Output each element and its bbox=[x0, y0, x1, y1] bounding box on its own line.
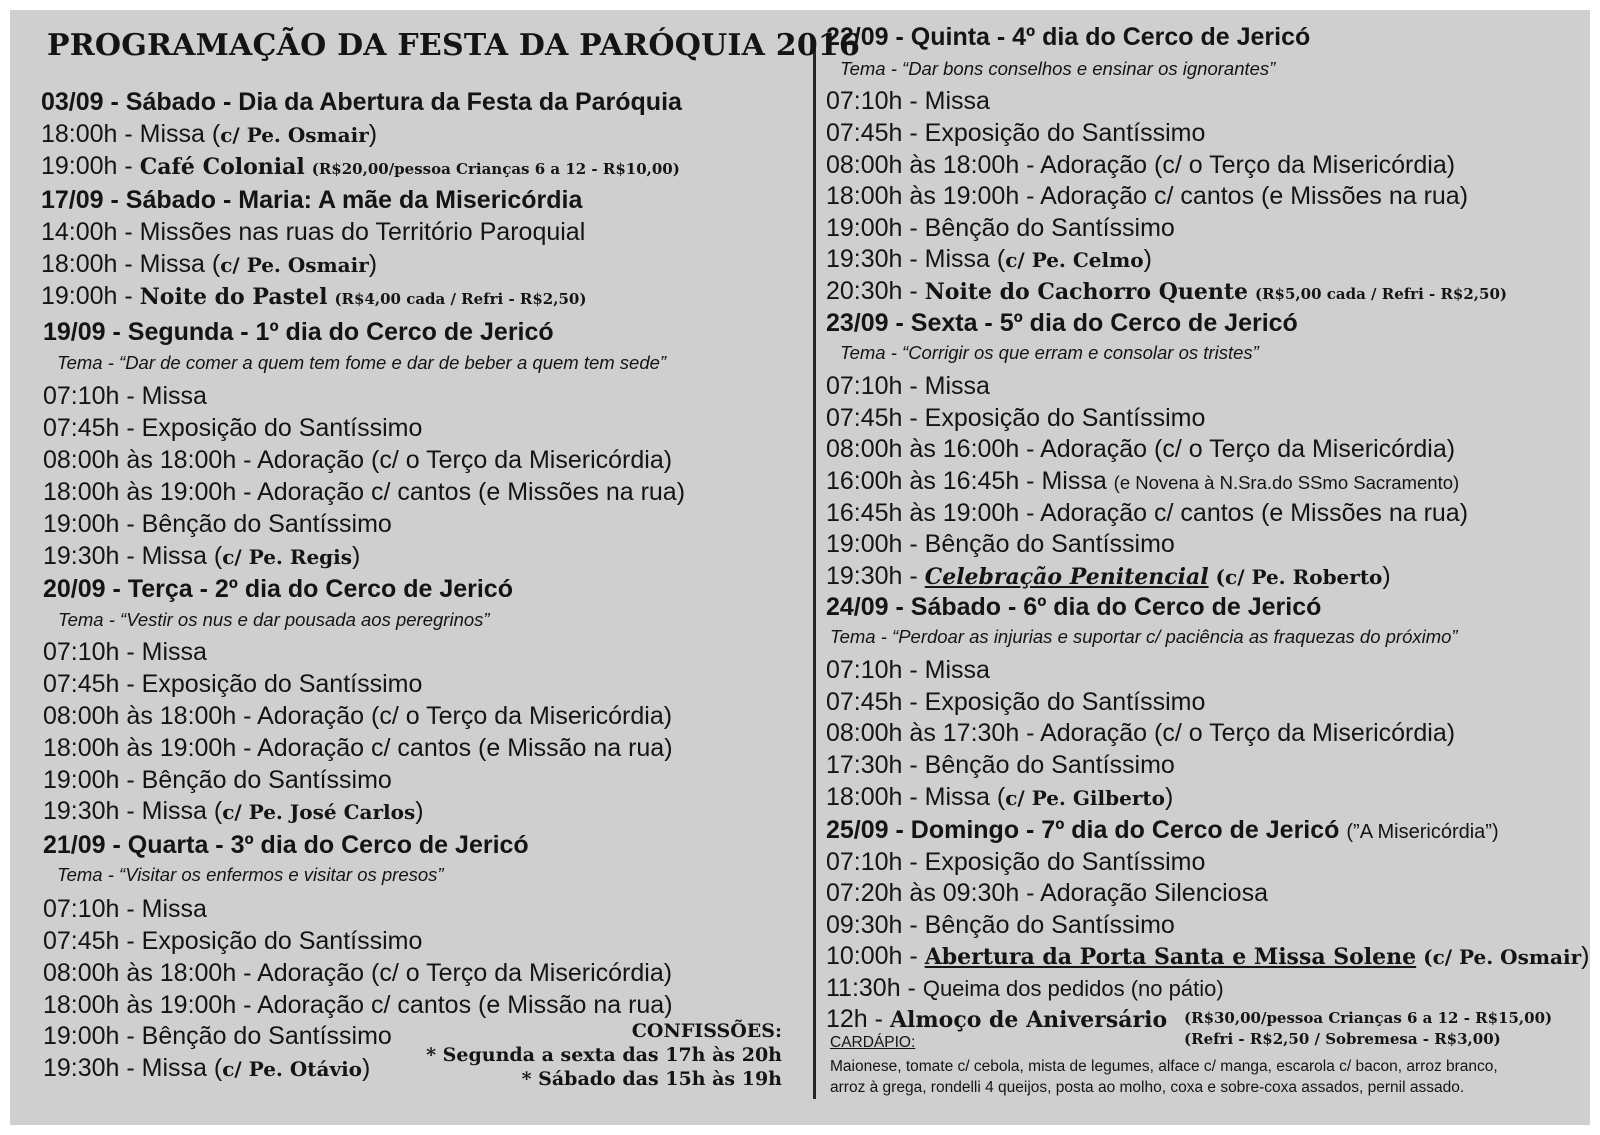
schedule-line: 19:00h - Noite do Pastel (R$4,00 cada / Refri - R$2,50) bbox=[41, 282, 587, 310]
day-heading-2509: 25/09 - Domingo - 7º dia do Cerco de Jericó (”A Misericórdia”) bbox=[826, 816, 1499, 844]
schedule-line: 18:00h - Missa (c/ Pe. Osmair) bbox=[41, 250, 378, 278]
event-name: Noite do Cachorro Quente bbox=[924, 279, 1249, 305]
priest-name: Pe. Osmair bbox=[246, 253, 369, 277]
day-theme: Tema - “Visitar os enfermos e visitar os presos” bbox=[57, 864, 444, 885]
schedule-line: 09:30h - Bênção do Santíssimo bbox=[826, 911, 1175, 939]
schedule-line: 08:00h às 16:00h - Adoração (c/ o Terço da Misericórdia) bbox=[826, 435, 1456, 463]
schedule-line: 07:45h - Exposição do Santíssimo bbox=[826, 688, 1206, 716]
day-theme: Tema - “Dar de comer a quem tem fome e dar de beber a quem tem sede” bbox=[57, 352, 667, 373]
schedule-line: 08:00h às 18:00h - Adoração (c/ o Terço da Misericórdia) bbox=[43, 959, 673, 987]
confessions-title: CONFISSÕES: bbox=[631, 1020, 782, 1042]
schedule-line: 19:00h - Bênção do Santíssimo bbox=[826, 530, 1175, 558]
day-heading-2409: 24/09 - Sábado - 6º dia do Cerco de Jericó bbox=[826, 593, 1322, 621]
schedule-line: 07:10h - Missa bbox=[826, 87, 990, 115]
day-heading-1909: 19/09 - Segunda - 1º dia do Cerco de Jericó bbox=[43, 318, 554, 346]
schedule-line: 12h - Almoço de Aniversário bbox=[826, 1005, 1168, 1033]
schedule-line: 18:00h - Missa (c/ Pe. Osmair) bbox=[41, 120, 378, 148]
schedule-line: 08:00h às 18:00h - Adoração (c/ o Terço da Misericórdia) bbox=[826, 151, 1456, 179]
schedule-line: 19:30h - Missa (c/ Pe. Celmo) bbox=[826, 245, 1152, 273]
schedule-line: 20:30h - Noite do Cachorro Quente (R$5,00 cada / Refri - R$2,50) bbox=[826, 277, 1507, 305]
priest-name: Pe. Osmair bbox=[246, 123, 369, 147]
schedule-line: 19:00h - Bênção do Santíssimo bbox=[43, 766, 392, 794]
priest-name: Pe. José Carlos bbox=[248, 800, 416, 824]
day-heading-0309: 03/09 - Sábado - Dia da Abertura da Festa da Paróquia bbox=[41, 88, 682, 116]
day-heading-1709: 17/09 - Sábado - Maria: A mãe da Misericórdia bbox=[41, 186, 583, 214]
day-theme: Tema - “Perdoar as injurias e suportar c/ paciência as fraquezas do próximo” bbox=[830, 626, 1458, 647]
event-name: Café Colonial bbox=[139, 154, 305, 180]
schedule-line: 08:00h às 17:30h - Adoração (c/ o Terço da Misericórdia) bbox=[826, 719, 1456, 747]
schedule-line: 19:00h - Bênção do Santíssimo bbox=[43, 510, 392, 538]
event-name: Noite do Pastel bbox=[139, 284, 328, 310]
day-heading-2209: 22/09 - Quinta - 4º dia do Cerco de Jericó bbox=[826, 23, 1311, 51]
schedule-line: 10:00h - Abertura da Porta Santa e Missa Solene (c/ Pe. Osmair) bbox=[826, 942, 1590, 970]
day-heading-2009: 20/09 - Terça - 2º dia do Cerco de Jericó bbox=[43, 575, 513, 603]
menu-label: CARDÁPIO: bbox=[830, 1034, 916, 1051]
schedule-line: 07:45h - Exposição do Santíssimo bbox=[826, 404, 1206, 432]
novena-note: (e Novena à N.Sra.do SSmo Sacramento) bbox=[1113, 472, 1460, 493]
schedule-line: 18:00h às 19:00h - Adoração c/ cantos (e Missão na rua) bbox=[43, 734, 673, 762]
day-heading-2309: 23/09 - Sexta - 5º dia do Cerco de Jericó bbox=[826, 309, 1298, 337]
schedule-line: 16:45h às 19:00h - Adoração c/ cantos (e Missões na rua) bbox=[826, 499, 1469, 527]
priest-name: Pe. Osmair bbox=[1459, 945, 1582, 969]
schedule-line: 19:00h - Bênção do Santíssimo bbox=[826, 214, 1175, 242]
schedule-line: 17:30h - Bênção do Santíssimo bbox=[826, 751, 1175, 779]
day-theme: Tema - “Vestir os nus e dar pousada aos peregrinos” bbox=[58, 609, 490, 630]
schedule-line: 18:00h às 19:00h - Adoração c/ cantos (e Missões na rua) bbox=[826, 182, 1469, 210]
schedule-line: 07:10h - Missa bbox=[826, 372, 990, 400]
schedule-line: 07:10h - Missa bbox=[43, 895, 207, 923]
schedule-line: 19:30h - Celebração Penitencial (c/ Pe. Roberto) bbox=[826, 562, 1391, 590]
day-theme: Tema - “Corrigir os que erram e consolar os tristes” bbox=[840, 342, 1259, 363]
column-divider bbox=[813, 42, 816, 1099]
schedule-line: 08:00h às 18:00h - Adoração (c/ o Terço da Misericórdia) bbox=[43, 702, 673, 730]
schedule-line: 19:00h - Café Colonial (R$20,00/pessoa Crianças 6 a 12 - R$10,00) bbox=[41, 152, 680, 180]
event-name: Abertura da Porta Santa e Missa Solene bbox=[924, 944, 1417, 970]
price-info: (R$30,00/pessoa Crianças 6 a 12 - R$15,00) bbox=[1184, 1009, 1553, 1027]
schedule-line: 11:30h - Queima dos pedidos (no pátio) bbox=[826, 974, 1224, 1002]
schedule-line: 07:45h - Exposição do Santíssimo bbox=[43, 414, 423, 442]
price-info: (Refri - R$2,50 / Sobremesa - R$3,00) bbox=[1184, 1030, 1501, 1048]
page-title: PROGRAMAÇÃO DA FESTA DA PARÓQUIA 2016 bbox=[47, 28, 861, 63]
priest-name: Pe. Regis bbox=[248, 545, 353, 569]
schedule-line: 19:30h - Missa (c/ Pe. Regis) bbox=[43, 542, 361, 570]
schedule-line: 16:00h às 16:45h - Missa (e Novena à N.Sra.do SSmo Sacramento) bbox=[826, 467, 1460, 495]
price-info: (R$20,00/pessoa Crianças 6 a 12 - R$10,00) bbox=[311, 160, 680, 178]
priest-name: Pe. Gilberto bbox=[1031, 786, 1165, 810]
day-theme: Tema - “Dar bons conselhos e ensinar os ignorantes” bbox=[840, 58, 1276, 79]
schedule-line: 07:45h - Exposição do Santíssimo bbox=[43, 927, 423, 955]
schedule-line: 07:45h - Exposição do Santíssimo bbox=[826, 119, 1206, 147]
schedule-line: 07:10h - Missa bbox=[43, 382, 207, 410]
day-heading-2109: 21/09 - Quarta - 3º dia do Cerco de Jericó bbox=[43, 831, 529, 859]
schedule-line: 18:00h às 19:00h - Adoração c/ cantos (e Missões na rua) bbox=[43, 478, 686, 506]
schedule-line: 07:45h - Exposição do Santíssimo bbox=[43, 670, 423, 698]
menu-line: arroz à grega, rondelli 4 queijos, posta ao molho, coxa e sobre-coxa assados, pernil assado. bbox=[830, 1079, 1465, 1096]
priest-name: Pe. Otávio bbox=[248, 1057, 363, 1081]
schedule-line: 07:10h - Exposição do Santíssimo bbox=[826, 848, 1206, 876]
schedule-line: 19:30h - Missa (c/ Pe. Otávio) bbox=[43, 1054, 371, 1082]
confessions-saturday: * Sábado das 15h às 19h bbox=[521, 1068, 782, 1090]
price-info: (R$5,00 cada / Refri - R$2,50) bbox=[1254, 285, 1507, 303]
priest-name: Pe. Roberto bbox=[1251, 565, 1383, 589]
schedule-line: 14:00h - Missões nas ruas do Território Paroquial bbox=[41, 218, 586, 246]
event-name: Almoço de Aniversário bbox=[889, 1007, 1168, 1033]
schedule-line: 07:10h - Missa bbox=[826, 656, 990, 684]
event-name: Celebração Penitencial bbox=[924, 564, 1209, 590]
confessions-weekdays: * Segunda a sexta das 17h às 20h bbox=[426, 1044, 782, 1066]
schedule-line: 18:00h - Missa (c/ Pe. Gilberto) bbox=[826, 783, 1174, 811]
schedule-line: 07:10h - Missa bbox=[43, 638, 207, 666]
schedule-line: 08:00h às 18:00h - Adoração (c/ o Terço da Misericórdia) bbox=[43, 446, 673, 474]
heading-note: (”A Misericórdia”) bbox=[1346, 821, 1499, 843]
price-info: (R$4,00 cada / Refri - R$2,50) bbox=[334, 290, 587, 308]
schedule-line: 18:00h às 19:00h - Adoração c/ cantos (e Missão na rua) bbox=[43, 991, 673, 1019]
schedule-line: 19:00h - Bênção do Santíssimo bbox=[43, 1022, 392, 1050]
menu-line: Maionese, tomate c/ cebola, mista de legumes, alface c/ manga, escarola c/ bacon, arroz branco, bbox=[830, 1058, 1498, 1075]
schedule-line: 19:30h - Missa (c/ Pe. José Carlos) bbox=[43, 797, 424, 825]
priest-name: Pe. Celmo bbox=[1031, 248, 1144, 272]
schedule-line: 07:20h às 09:30h - Adoração Silenciosa bbox=[826, 879, 1268, 907]
